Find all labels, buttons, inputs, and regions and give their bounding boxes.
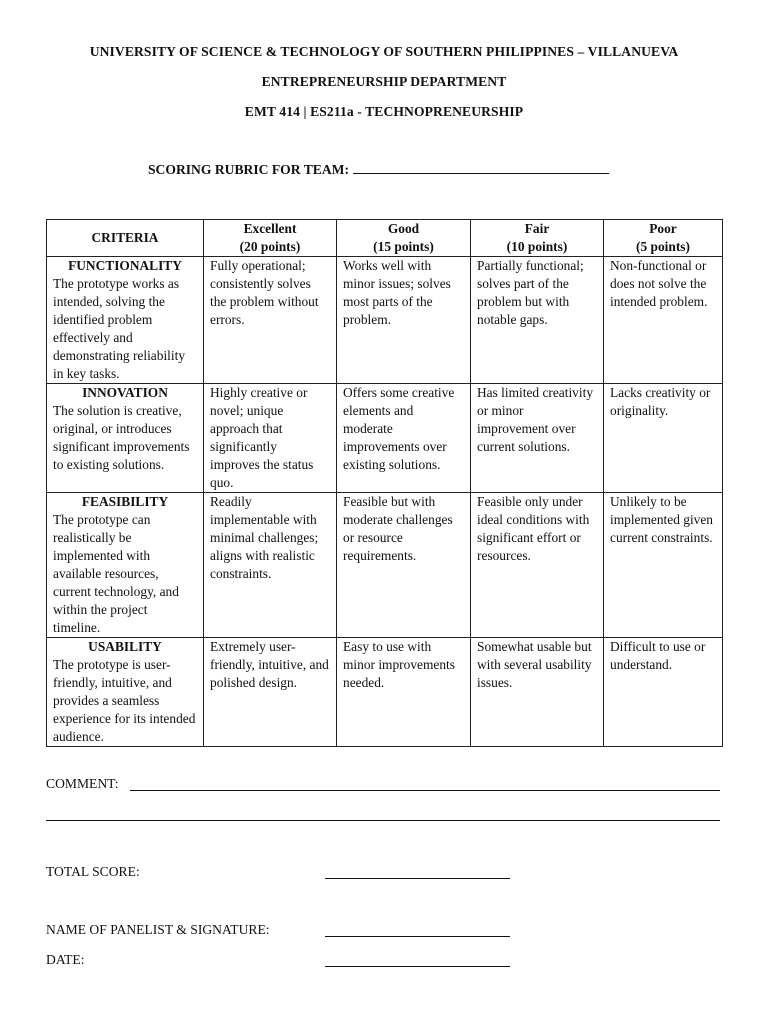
criteria-cell — [47, 493, 204, 638]
criteria-description: The solution is creative, original, or introduces significant improvements to existing solutions. — [53, 403, 190, 472]
header-title: CRITERIA — [91, 230, 159, 245]
table-row — [47, 384, 723, 493]
good-cell: Feasible but with moderate challenges or resource requirements. — [337, 493, 471, 638]
good-cell: Offers some creative elements and moderate improvements over existing solutions. — [337, 384, 471, 493]
header-title: Excellent — [243, 221, 297, 236]
excellent-cell: Extremely user-friendly, intuitive, and polished design. — [204, 638, 337, 747]
fair-cell: Somewhat usable but with several usability issues. — [471, 638, 604, 747]
header-row — [47, 220, 723, 257]
header-title: Poor — [649, 221, 677, 236]
header-excellent — [204, 220, 337, 257]
good-cell: Easy to use with minor improvements needed. — [337, 638, 471, 747]
header-good — [337, 220, 471, 257]
header-points: (15 points) — [373, 239, 434, 254]
fair-cell: Feasible only under ideal conditions with significant effort or resources. — [471, 493, 604, 638]
comment-line-1[interactable] — [130, 790, 720, 791]
criteria-cell — [47, 638, 204, 747]
total-score-line[interactable] — [325, 878, 510, 879]
criteria-name: FEASIBILITY — [81, 494, 169, 509]
university-name: UNIVERSITY OF SCIENCE & TECHNOLOGY OF SOUTHERN PHILIPPINES – VILLANUEVA — [89, 44, 679, 59]
total-score-label: TOTAL SCORE: — [46, 864, 140, 879]
team-field — [148, 161, 609, 178]
date-label: DATE: — [46, 952, 85, 967]
table-row — [47, 257, 723, 384]
comment-line-2[interactable] — [46, 820, 720, 821]
fair-cell: Partially functional; solves part of the problem but with notable gaps. — [471, 257, 604, 384]
team-blank-line[interactable] — [353, 161, 609, 174]
poor-cell: Non-functional or does not solve the intended problem. — [604, 257, 723, 384]
poor-cell: Difficult to use or understand. — [604, 638, 723, 747]
poor-cell: Lacks creativity or originality. — [604, 384, 723, 493]
criteria-name: USABILITY — [88, 639, 162, 654]
header-fair — [471, 220, 604, 257]
rubric-table — [46, 219, 723, 747]
header-points: (5 points) — [636, 239, 690, 254]
criteria-description: The prototype can realistically be implemented with available resources, current technology, and within the project timeline. — [53, 512, 179, 635]
criteria-cell — [47, 384, 204, 493]
header-points: (10 points) — [506, 239, 568, 254]
criteria-description: The prototype works as intended, solving the identified problem effectively and demonstrating reliability in key tasks. — [53, 276, 186, 381]
excellent-cell: Highly creative or novel; unique approach that significantly improves the status quo. — [204, 384, 337, 493]
department-name: ENTREPRENEURSHIP DEPARTMENT — [261, 74, 507, 89]
header-criteria — [47, 220, 204, 257]
good-cell: Works well with minor issues; solves most parts of the problem. — [337, 257, 471, 384]
header-title: Fair — [524, 221, 550, 236]
excellent-cell: Fully operational; consistently solves the problem without errors. — [204, 257, 337, 384]
criteria-name: INNOVATION — [82, 385, 168, 400]
course-title: EMT 414 | ES211a - TECHNOPRENEURSHIP — [244, 104, 524, 119]
excellent-cell: Readily implementable with minimal challenges; aligns with realistic constraints. — [204, 493, 337, 638]
poor-cell: Unlikely to be implemented given current constraints. — [604, 493, 723, 638]
table-row — [47, 638, 723, 747]
team-label: SCORING RUBRIC FOR TEAM: — [148, 162, 350, 177]
header-title: Good — [387, 221, 420, 236]
criteria-cell — [47, 257, 204, 384]
header-poor — [604, 220, 723, 257]
criteria-description: The prototype is user-friendly, intuitive, and provides a seamless experience for its intended audience. — [53, 657, 196, 744]
comment-label: COMMENT: — [46, 776, 119, 791]
criteria-name: FUNCTIONALITY — [68, 258, 182, 273]
header-points: (20 points) — [239, 239, 301, 254]
date-line[interactable] — [325, 966, 510, 967]
panelist-signature-line[interactable] — [325, 936, 510, 937]
table-row — [47, 493, 723, 638]
panelist-label: NAME OF PANELIST & SIGNATURE: — [46, 922, 270, 937]
fair-cell: Has limited creativity or minor improvement over current solutions. — [471, 384, 604, 493]
